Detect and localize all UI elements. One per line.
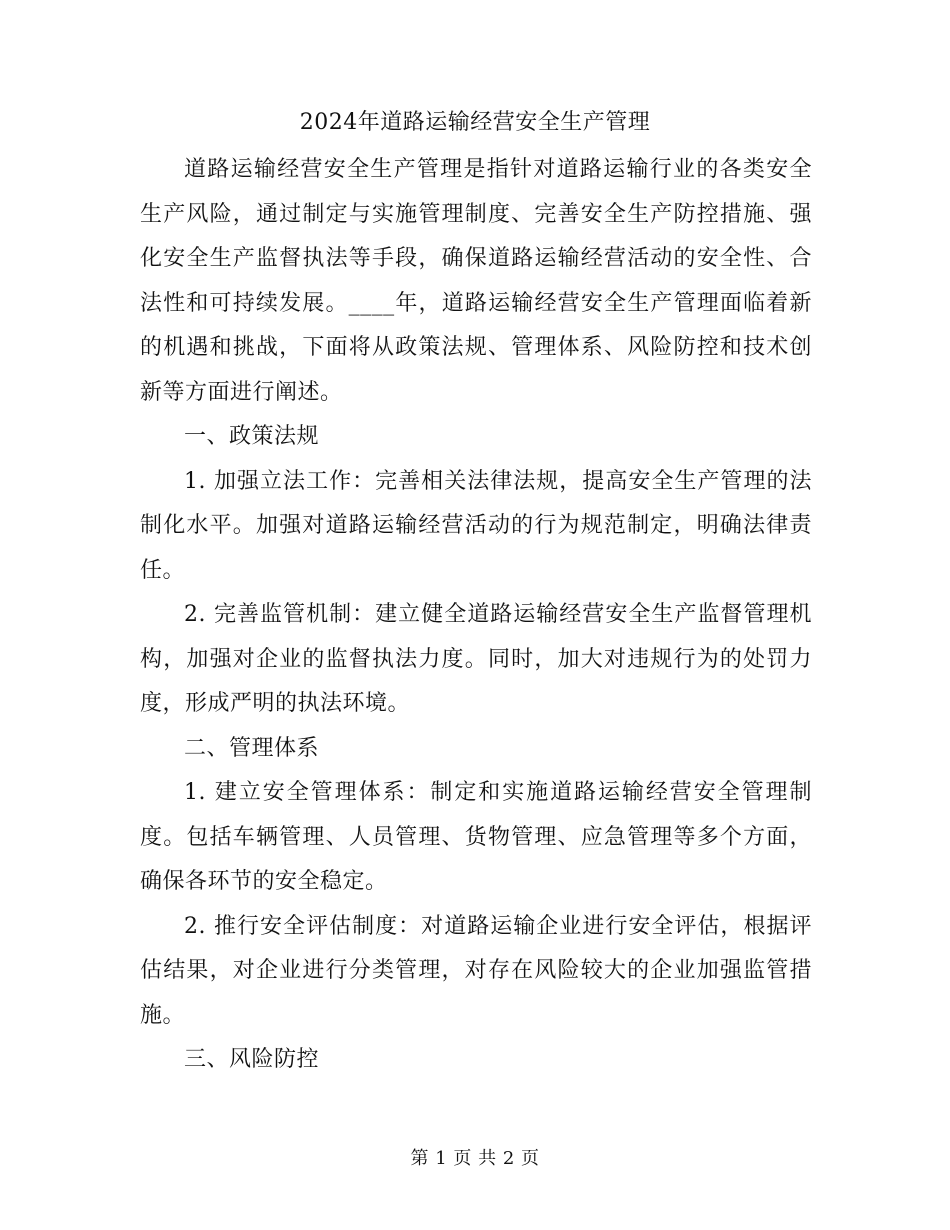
- policy-item-1: 1. 加强立法工作：完善相关法律法规，提高安全生产管理的法制化水平。加强对道路运输经营活动的行为规范制定，明确法律责任。: [140, 468, 812, 583]
- management-item-2: 2. 推行安全评估制度：对道路运输企业进行安全评估，根据评估结果，对企业进行分类管理，对存在风险较大的企业加强监管措施。: [140, 913, 812, 1028]
- document-body: [140, 148, 812, 1083]
- page-footer: 第 1 页 共 2 页: [410, 1148, 540, 1169]
- section-heading-risk: 三、风险防控: [184, 1047, 320, 1072]
- document-title: 2024年道路运输经营安全生产管理: [299, 110, 651, 135]
- policy-item-2: 2. 完善监管机制：建立健全道路运输经营安全生产监督管理机构，加强对企业的监督执法力度。同时，加大对违规行为的处罚力度，形成严明的执法环境。: [140, 602, 812, 716]
- management-item-1: 1. 建立安全管理体系：制定和实施道路运输经营安全管理制度。包括车辆管理、人员管理、货物管理、应急管理等多个方面，确保各环节的安全稳定。: [140, 780, 812, 894]
- section-heading-policy: 一、政策法规: [184, 424, 320, 449]
- intro-paragraph: 道路运输经营安全生产管理是指针对道路运输行业的各类安全生产风险，通过制定与实施管理制度、完善安全生产防控措施、强化安全生产监督执法等手段，确保道路运输经营活动的安全性、合法性和可持续发展。____年，道路运输经营安全生产管理面临着新的机遇和挑战，下面将从政策法规、管理体系、风险防控和技术创新等方面进行阐述。: [140, 157, 812, 405]
- section-heading-management: 二、管理体系: [184, 735, 320, 761]
